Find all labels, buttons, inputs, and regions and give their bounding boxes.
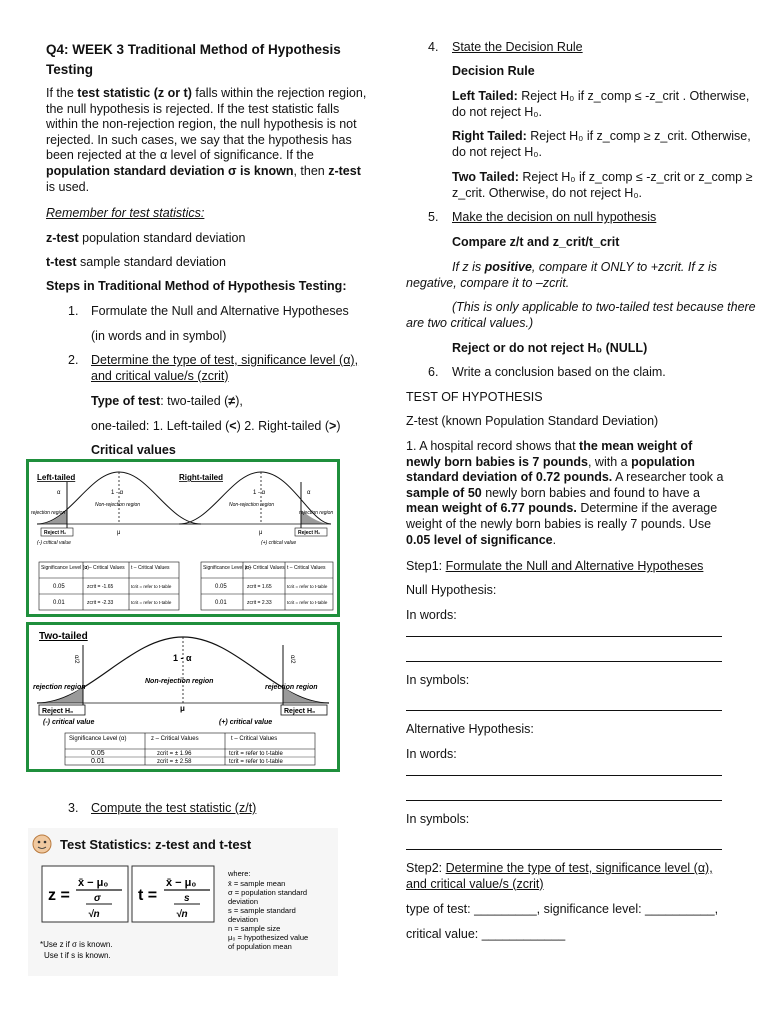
null-hypothesis-label: Null Hypothesis: [406,583,497,597]
critical-values-heading: Critical values [91,443,176,457]
null-symbols-blank[interactable] [406,710,722,711]
two-left-rejection-label: rejection region [33,684,86,691]
tt-h2: t – Critical Values [231,736,278,742]
lt-h2: t – Critical Values [131,565,170,571]
reject-or-not-line: Reject or do not reject H₀ (NULL) [452,341,648,355]
rt-r0c1: zcrit = 1.65 [247,584,272,590]
right-mu: μ [259,530,263,536]
def-3: s = sample standard [228,906,296,915]
left-rejection-label: rejection region [31,510,66,516]
lt-r1c0: 0.01 [53,600,65,606]
t-numerator: x̄ − μ₀ [166,877,197,889]
null-in-words-label: In words: [406,608,457,622]
where-label: where: [228,869,251,878]
two-mu: μ [180,704,185,713]
test-statistics-figure [28,828,338,976]
lt-r1c2: tcrit = refer to t-table [131,600,172,605]
if-z-positive-note: If z is positive, compare it ONLY to +zcrit. If z is negative, compare it to –zcrit. [406,260,718,290]
z-sigma: σ [94,893,101,904]
z-sqrtn: √n [88,909,100,920]
right-one-minus-alpha: 1 - α [253,490,266,496]
one-tailed-diagram [29,462,337,614]
left-critical-table [39,562,179,610]
left-nonrejection: Non-rejection region [95,502,141,508]
ttest-line: t-test sample standard deviation [46,255,226,269]
test-statistics-graphic [28,828,338,976]
intro-paragraph: If the test statistic (z or t) falls within the rejection region, the null hypothesis is rejected. If the test statistic falls within the non-rejection region, the null hypothesis is not rejected. In such cases, we say that the hypothesis has been rejected at the α level of significance. If the population standard deviation σ is known, then z-test is used. [46,86,367,194]
two-tailed-only-note: (This is only applicable to two-tailed test because there are two critical values.) [406,300,756,330]
two-right-rejection-label: rejection region [265,684,318,691]
step2-text: Determine the type of test, significance level (α), and critical value/s (zcrit) [91,353,359,383]
rt-h2: t – Critical Values [287,565,326,571]
one-tailed-figure [26,459,340,617]
note-z: *Use z if σ is known. [40,940,113,949]
lt-r0c1: zcrit = -1.65 [87,584,114,590]
step4-text: State the Decision Rule [452,40,583,54]
alt-in-words-label: In words: [406,747,457,761]
ztest-line: z-test population standard deviation [46,231,246,245]
def-0: x̄ = sample mean [228,879,286,888]
null-in-symbols-label: In symbols: [406,673,470,687]
test-stats-title: Test Statistics: z-test and t-test [60,837,252,852]
rt-r1c0: 0.01 [215,600,227,606]
two-tailed-diagram [29,625,337,769]
step2-determine: Step2: Determine the type of test, significance level (α), and critical value/s (zcrit) [406,861,713,891]
problem-1: 1. A hospital record shows that the mean weight of newly born babies is 7 pounds, with a population standard deviation of 0.72 pounds. A researcher took a sample of 50 newly born babies and found to have a mean weight of 6.77 pounds. Determine if the average weight of the newly born babies is really 7 pounds. Use 0.05 level of significance. [406,439,724,547]
decision-rule-heading: Decision Rule [452,64,535,78]
left-one-minus-alpha: 1 - α [111,490,124,496]
two-tailed-figure [26,622,340,772]
two-pos-crit: (+) critical value [219,719,273,726]
def-6: μ₀ = hypothesized value [228,933,309,942]
z-label: z = [48,887,70,904]
step1-formulate: Step1: Formulate the Null and Alternative Hypotheses [406,559,704,573]
tt-r0c2: tcrit = refer to t-table [229,751,283,757]
alt-words-blank-1[interactable] [406,775,722,776]
t-s: s [184,893,190,904]
right-pos-crit: (+) critical value [261,540,297,546]
tt-h1: z – Critical Values [151,736,199,742]
def-4: deviation [228,915,259,924]
z-numerator: x̄ − μ₀ [78,877,109,889]
rt-r1c2: tcrit = refer to t-table [287,600,328,605]
tt-r0c1: zcrit = ± 1.96 [157,751,192,757]
tt-r1c0: 0.01 [91,758,105,765]
step3-number: 3. [68,801,79,815]
lt-r0c0: 0.05 [53,584,65,590]
lt-r0c2: tcrit = refer to t-table [131,584,172,589]
two-neg-crit: (-) critical value [43,719,95,726]
def-5: n = sample size [228,924,281,933]
page-title: Q4: WEEK 3 Traditional Method of Hypothesis Testing [46,42,341,77]
rt-r0c2: tcrit = refer to t-table [287,584,328,589]
two-critical-table [65,733,315,765]
right-alpha: α [307,490,311,496]
two-right-half-alpha: α/2 [289,655,295,664]
two-tailed-rule: Two Tailed: Reject H₀ if z_comp ≤ -z_crit or z_comp ≥ z_crit. Otherwise, do not reject H₀. [452,170,753,200]
right-nonrejection: Non-rejection region [229,502,275,508]
def-2: deviation [228,897,259,906]
null-words-blank-2[interactable] [406,661,722,662]
alternative-hypothesis-label: Alternative Hypothesis: [406,722,534,736]
def-1: σ = population standard [228,888,308,897]
one-tailed-line: one-tailed: 1. Left-tailed (<) 2. Right-tailed (>) [91,419,341,433]
step5-text: Make the decision on null hypothesis [452,210,657,224]
left-tailed-title: Left-tailed [37,473,76,482]
step4-number: 4. [428,40,439,54]
right-tailed-rule: Right Tailed: Reject H₀ if z_comp ≥ z_crit. Otherwise, do not reject H₀. [452,129,751,159]
critical-value-blank-line[interactable]: critical value: ____________ [406,927,566,941]
type-of-test-line: Type of test: two-tailed (≠), [91,394,243,408]
alt-in-symbols-label: In symbols: [406,812,470,826]
right-critical-table [201,562,333,610]
two-one-minus-alpha: 1 - α [173,653,192,663]
tt-r1c1: zcrit = ± 2.58 [157,759,192,765]
tt-r1c2: tcrit = refer to t-table [229,759,283,765]
note-t: Use t if s is known. [44,951,111,960]
test-of-hypothesis-heading: TEST OF HYPOTHESIS [406,390,543,404]
step6-number: 6. [428,365,439,379]
alt-symbols-blank[interactable] [406,849,722,850]
two-left-reject-h0: Reject H₀ [42,708,74,715]
type-of-test-blank-line[interactable]: type of test: _________, significance level: __________, [406,902,719,916]
compare-line: Compare z/t and z_crit/t_crit [452,235,620,249]
t-sqrtn: √n [176,909,188,920]
lt-h1: z – Critical Values [85,565,125,571]
left-neg-crit: (-) critical value [37,540,71,546]
remember-heading: Remember for test statistics: [46,206,205,220]
tt-h0: Significance Level (α) [69,736,127,742]
two-right-reject-h0: Reject H₀ [284,708,316,715]
step2-number: 2. [68,353,79,367]
two-nonrejection: Non-rejection region [145,678,214,685]
t-label: t = [138,887,158,904]
rt-h1: z – Critical Values [245,565,285,571]
right-rejection-label: rejection region [299,510,334,516]
ztest-known-heading: Z-test (known Population Standard Deviation) [406,414,659,428]
lt-h0: Significance Level (α) [41,565,89,571]
left-tailed-rule: Left Tailed: Reject H₀ if z_comp ≤ -z_crit . Otherwise, do not reject H₀. [452,89,750,119]
lt-r1c1: zcrit = -2.33 [87,600,114,606]
step3-text: Compute the test statistic (z/t) [91,801,257,815]
right-tailed-title: Right-tailed [179,473,223,482]
tt-r0c0: 0.05 [91,750,105,757]
step5-number: 5. [428,210,439,224]
rt-h0: Significance Level (α) [203,565,251,571]
step1-number: 1. [68,304,79,318]
def-7: of population mean [228,942,292,951]
rt-r1c1: zcrit = 2.33 [247,600,272,606]
step6-text: Write a conclusion based on the claim. [452,365,666,379]
left-reject-h0: Reject H₀ [44,530,67,536]
step1-subtext: (in words and in symbol) [91,329,227,343]
left-mu: μ [117,530,121,536]
cartoon-icon [33,835,51,853]
two-left-half-alpha: α/2 [73,655,79,664]
steps-heading: Steps in Traditional Method of Hypothesis Testing: [46,279,347,293]
alt-words-blank-2[interactable] [406,800,722,801]
left-alpha: α [57,490,61,496]
rt-r0c0: 0.05 [215,584,227,590]
step1-text: Formulate the Null and Alternative Hypotheses [91,304,349,318]
null-words-blank-1[interactable] [406,636,722,637]
two-tailed-title: Two-tailed [39,631,88,642]
right-reject-h0: Reject H₀ [298,530,321,536]
